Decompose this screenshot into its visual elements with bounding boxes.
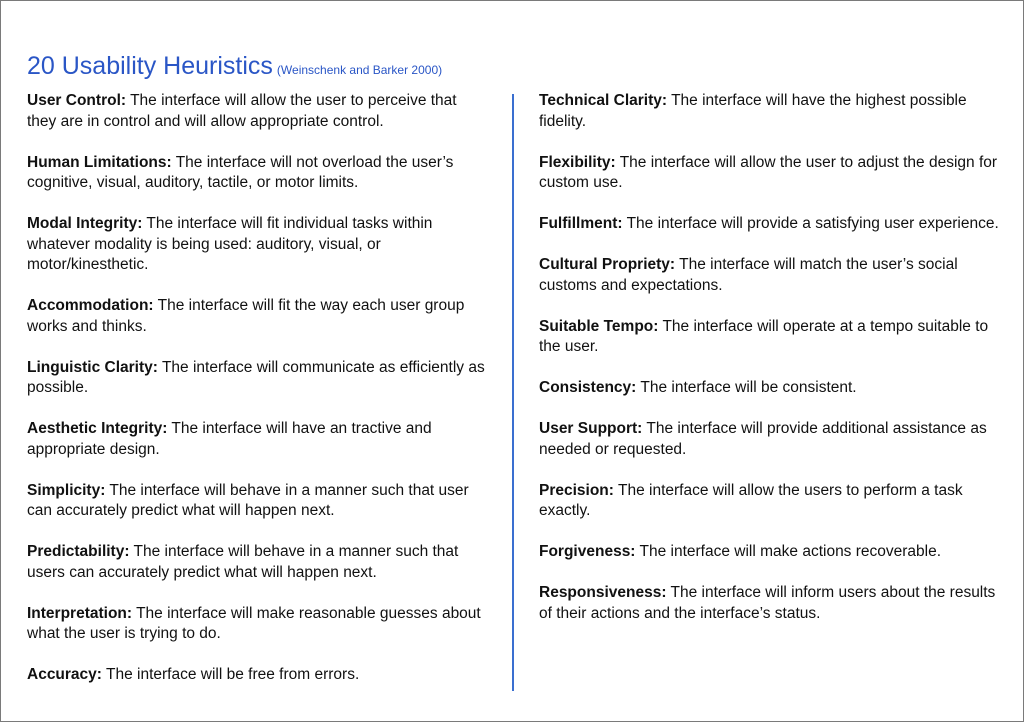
heuristic-human-limitations bbox=[27, 153, 487, 194]
heuristic-term: User Control: bbox=[27, 92, 127, 109]
heuristic-description: The interface will be consistent. bbox=[640, 379, 857, 396]
heuristic-description: The interface will behave in a manner such that users can accurately predict what will happen next. bbox=[27, 543, 459, 581]
heuristic-term: Predictability: bbox=[27, 543, 130, 560]
heuristic-term: Suitable Tempo: bbox=[539, 317, 659, 335]
heuristics-left-column bbox=[27, 91, 487, 706]
heuristic-technical-clarity bbox=[539, 91, 999, 132]
heuristic-description: The interface will provide additional assistance as needed or requested. bbox=[539, 420, 987, 458]
heuristic-simplicity bbox=[27, 481, 487, 522]
column-divider bbox=[512, 94, 514, 691]
heuristic-user-support bbox=[539, 419, 999, 460]
heuristics-right-column bbox=[539, 91, 999, 645]
heuristic-aesthetic-integrity bbox=[27, 419, 487, 460]
heuristic-predictability bbox=[27, 542, 487, 583]
heuristic-description: The interface will have the highest possible fidelity. bbox=[539, 92, 967, 130]
heuristic-term: User Support: bbox=[539, 420, 643, 437]
heuristic-modal-integrity bbox=[27, 214, 487, 276]
title-text: 20 Usability Heuristics bbox=[27, 52, 273, 80]
heuristic-description: The interface will not overload the user’s cognitive, visual, auditory, tactile, or motor limits. bbox=[27, 153, 454, 191]
heuristic-term: Cultural Propriety: bbox=[539, 256, 676, 273]
heuristic-description: The interface will fit individual tasks within whatever modality is being used: auditory, visual, or motor/kinesthetic. bbox=[27, 215, 433, 273]
title-citation: (Weinschenk and Barker 2000) bbox=[276, 63, 443, 77]
heuristic-term: Modal Integrity: bbox=[27, 215, 143, 232]
heuristic-flexibility bbox=[539, 153, 999, 194]
heuristic-description: The interface will have an tractive and appropriate design. bbox=[27, 420, 432, 458]
heuristic-accuracy bbox=[27, 665, 487, 686]
heuristic-responsiveness bbox=[539, 583, 999, 624]
heuristic-consistency bbox=[539, 378, 999, 399]
heuristic-forgiveness bbox=[539, 542, 999, 563]
heuristic-term: Linguistic Clarity: bbox=[27, 358, 158, 376]
heuristic-suitable-tempo bbox=[539, 317, 999, 358]
page-title bbox=[27, 45, 442, 82]
heuristic-term: Interpretation: bbox=[27, 604, 133, 622]
heuristic-term: Technical Clarity: bbox=[539, 92, 668, 109]
heuristic-term: Accuracy: bbox=[27, 666, 102, 683]
heuristic-linguistic-clarity bbox=[27, 358, 487, 399]
heuristic-description: The interface will match the user’s social customs and expectations. bbox=[539, 256, 958, 294]
heuristic-term: Aesthetic Integrity: bbox=[27, 420, 168, 437]
heuristic-description: The interface will make actions recoverable. bbox=[639, 543, 942, 560]
heuristic-description: The interface will fit the way each user group works and thinks. bbox=[27, 297, 465, 335]
heuristic-precision bbox=[539, 481, 999, 522]
heuristic-interpretation bbox=[27, 604, 487, 645]
heuristic-term: Responsiveness: bbox=[539, 584, 667, 601]
heuristic-term: Accommodation: bbox=[27, 297, 154, 314]
heuristic-term: Consistency: bbox=[539, 379, 637, 396]
heuristic-description: The interface will be free from errors. bbox=[106, 666, 360, 683]
heuristic-description: The interface will communicate as efficiently as possible. bbox=[27, 358, 485, 396]
heuristic-description: The interface will behave in a manner such that user can accurately predict what will happen next. bbox=[27, 481, 469, 519]
heuristic-term: Precision: bbox=[539, 481, 614, 499]
heuristic-description: The interface will inform users about the results of their actions and the interface’s status. bbox=[539, 584, 996, 622]
heuristic-fulfillment bbox=[539, 214, 999, 235]
heuristic-term: Flexibility: bbox=[539, 153, 616, 171]
heuristic-term: Simplicity: bbox=[27, 481, 106, 499]
heuristic-description: The interface will allow the user to adjust the design for custom use. bbox=[539, 153, 998, 191]
heuristic-description: The interface will allow the users to perform a task exactly. bbox=[539, 481, 963, 519]
heuristic-term: Forgiveness: bbox=[539, 543, 636, 560]
heuristic-description: The interface will make reasonable guesses about what the user is trying to do. bbox=[27, 604, 481, 642]
heuristic-description: The interface will provide a satisfying user experience. bbox=[626, 215, 999, 232]
heuristic-term: Human Limitations: bbox=[27, 153, 172, 171]
heuristic-cultural-propriety bbox=[539, 255, 999, 296]
heuristic-description: The interface will allow the user to perceive that they are in control and will allow appropriate control. bbox=[27, 92, 457, 130]
heuristic-term: Fulfillment: bbox=[539, 215, 623, 232]
heuristic-description: The interface will operate at a tempo suitable to the user. bbox=[539, 317, 989, 355]
heuristic-accommodation bbox=[27, 296, 487, 337]
heuristic-user-control bbox=[27, 91, 487, 132]
